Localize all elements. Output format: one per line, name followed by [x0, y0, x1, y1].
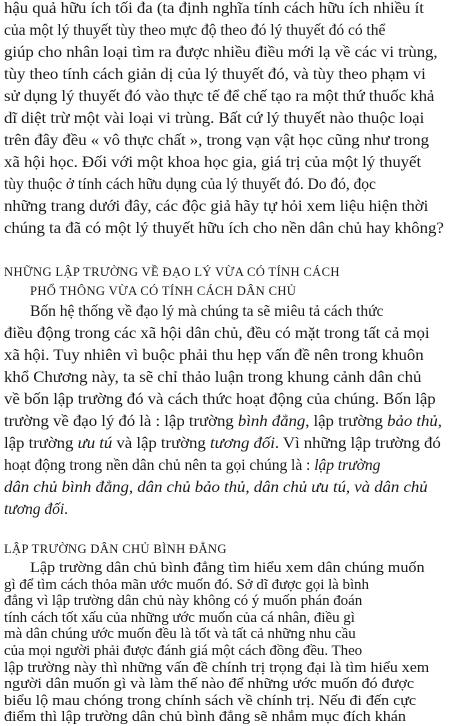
term-bao-thu: bảo thủ — [387, 413, 438, 430]
text-line: của một lý thuyết tùy theo mực độ theo đó lý thuyết đó có thể — [4, 22, 386, 39]
text-line: khổ Chương này, ta sẽ chỉ thảo luận trong khung cảnh dân chủ — [4, 369, 422, 386]
text-line: điểm thì lập trường dân chủ bình đẳng sẽ nhắm mục đích khán — [4, 709, 406, 725]
text-line: tùy thuộc ở tính cách hữu dụng của lý thuyết đó. Do đó, đọc — [4, 176, 376, 193]
text-line — [4, 412, 442, 432]
term-uu-tu: ưu tú — [77, 435, 113, 452]
text-line: mà dân chúng ước muốn đều là tốt và tất cả những nhu cầu — [4, 626, 356, 642]
text-run: . — [64, 501, 68, 518]
text-line: tùy theo tính cách giản dị của lý thuyết đó, và tùy theo phạm vi — [4, 66, 426, 83]
section-heading-2: LẬP TRƯỜNG DÂN CHỦ BÌNH ĐẲNG — [4, 542, 227, 556]
text-line: chúng ta đã có một lý thuyết hữu ích cho nền dân chủ hay không? — [4, 220, 444, 237]
text-line: Lập trường dân chủ bình đẳng tìm hiểu xem dân chúng muốn — [30, 560, 425, 576]
text-line — [4, 434, 441, 454]
text-line: người dân muốn gì và làm thế nào để những ước muốn đó được — [4, 676, 414, 692]
heading-line: PHỔ THÔNG VỪA CÓ TÍNH CÁCH DÂN CHỦ — [30, 284, 297, 298]
text-line: dĩ diệt trừ một vài loại vi trùng. Bất cứ lý thuyết nào thuộc loại — [4, 110, 425, 127]
heading-line: NHỮNG LẬP TRƯỜNG VỀ ĐẠO LÝ VỪA CÓ TÍNH CÁCH — [4, 265, 340, 279]
text-line — [4, 500, 68, 520]
text-run: và lập trường — [116, 435, 206, 452]
text-run: lập trường — [4, 435, 74, 452]
text-run: , lập trường — [305, 413, 383, 430]
text-line: hậu quả hữu ích tối đa (ta định nghĩa tính cách hữu ích nhiều ít — [4, 0, 424, 17]
text-line: những trang dưới đây, các độc giả hãy tự hỏi xem liệu hiện thời — [4, 198, 429, 215]
text-line: Bốn hệ thống về đạo lý mà chúng ta sẽ miêu tả cách thức — [30, 303, 384, 320]
text-line: về bốn lập trường đó và cách thức hoạt động của chúng. Bốn lập — [4, 391, 436, 408]
text-line: gì để tìm cách thỏa mãn ước muốn đó. Sở dĩ được gọi là bình — [4, 577, 369, 593]
text-line — [4, 456, 380, 476]
text-line: biểu lộ mau chóng trong chính sách về chính trị. Nếu đi đến cực — [4, 693, 417, 709]
text-line: giúp cho nhân loại tìm ra được nhiều điều mới lạ về các vi trùng, — [4, 44, 438, 61]
text-run: . Vì những lập trường đó — [274, 435, 441, 452]
term-lap-truong: lập trường — [314, 457, 381, 474]
text-line: tính cách tốt xấu của những ước muốn của cá nhân, điều gì — [4, 610, 355, 626]
term-tuong-doi: tương đối — [209, 435, 275, 452]
text-line: xã hội học. Đối với một khoa học gia, giá trị của một lý thuyết — [4, 154, 422, 171]
term-binh-dang: bình đẳng — [237, 413, 306, 430]
text-line: sử dụng lý thuyết đó vào thực tế để chế tạo ra một thứ thuốc khả — [4, 88, 435, 105]
term-tuong-doi: tương đối — [4, 501, 65, 518]
text-line: lập trường này thì những vấn đề chính trị trọng đại là tìm hiểu xem — [4, 660, 430, 676]
text-line: của mọi người phải được đánh giá một cách đồng đều. Theo — [4, 643, 363, 659]
text-line: dân chủ bình đẳng, dân chủ bảo thủ, dân chủ ưu tú, và dân chủ — [4, 479, 428, 496]
text-run: hoạt động trong nền dân chủ nên ta gọi chúng là : — [4, 457, 311, 474]
text-line: điều động trong các xã hội dân chủ, đều có mặt trong tất cả mọi — [4, 325, 430, 342]
text-line: trên đây đều « vô thực chất », trong vạn vật học cũng như trong — [4, 132, 430, 149]
text-line: đẳng vì lập trường dân chủ này không có ý muốn phán đoán — [4, 593, 363, 609]
text-run: , — [437, 413, 442, 430]
text-line: xã hội. Tuy nhiên vì buộc phải thu hẹp vấn đề nên trong khuôn — [4, 347, 424, 364]
text-run: trường về đạo lý đó là : lập trường — [4, 413, 234, 430]
